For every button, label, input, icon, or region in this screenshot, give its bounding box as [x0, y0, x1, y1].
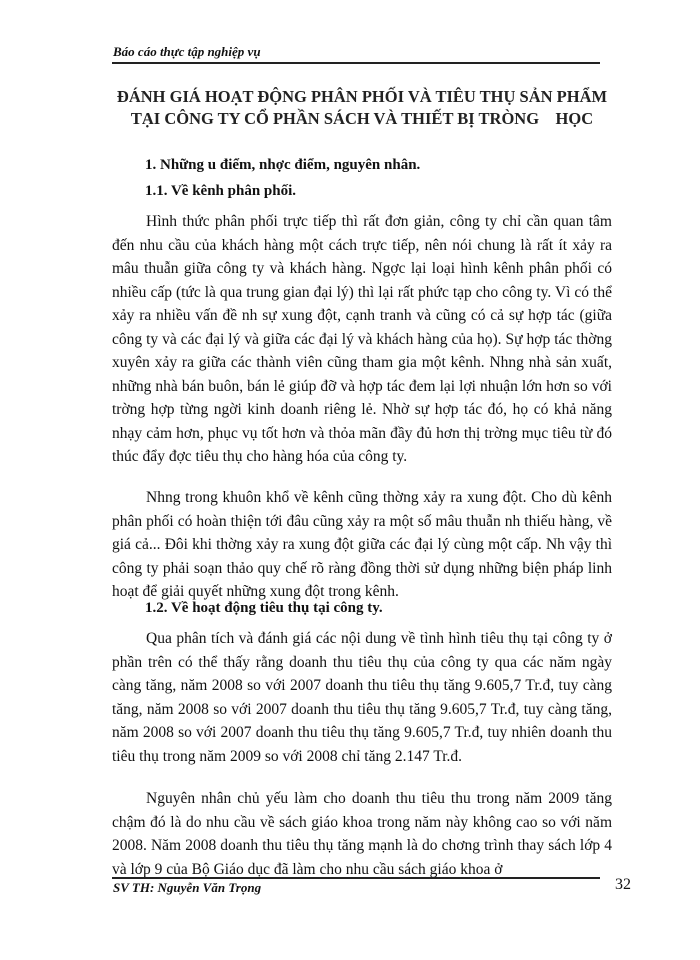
paragraph-sales-1: Qua phân tích và đánh giá các nội dung về tình hình tiêu thụ tại công ty ở phần trên có thể thấy rằng doanh thu tiêu thụ của công ty qua các năm ngày càng tăng, năm 2008 so với 2007 doanh thu tiêu thụ tăng 9.605,7 Tr.đ, tuy càng tăng, năm 2008 so với 2007 doanh thu tiêu thụ tăng 9.605,7 Tr.đ, tuy càng tăng, năm 2008 so với 2007 doanh thu tiêu thụ tăng 9.605,7 Tr.đ, tuy nhiên doanh thu tiêu thụ trong năm 2009 so với 2008 chỉ tăng 2.147 Tr.đ.	[112, 630, 612, 765]
document-title	[112, 86, 612, 130]
title-line-1: ĐÁNH GIÁ HOẠT ĐỘNG PHÂN PHỐI VÀ TIÊU THỤ SẢN PHẨM	[116, 87, 608, 106]
subsection-heading-sales: 1.2. Về hoạt động tiêu thụ tại công ty.	[145, 600, 383, 616]
page-number: 32	[615, 876, 631, 893]
header-title: Báo cáo thực tập nghiệp vụ	[113, 44, 261, 59]
paragraph-distribution-1: Hình thức phân phối trực tiếp thì rất đơn giản, công ty chỉ cần quan tâm đến nhu cầu của khách hàng một cách trực tiếp, nên nói chung là rất ít xảy ra mâu thuẫn giữa công ty và khách hàng. Ngợc lại loại hình kênh phân phối có nhiều cấp (tức là qua trung gian đại lý) thì lại rất phức tạp cho công ty. Vì có thể xảy ra nhiều vấn đề nh sự xung đột, cạnh tranh và cũng có cả sự hợp tác (giữa công ty và các đại lý và giữa các đại lý và khách hàng của họ). Sự hợp tác thờng xuyên xảy ra giữa các thành viên cũng tham gia một kênh. Nhng nhà sản xuất, những nhà bán buôn, bán lẻ giúp đỡ và hợp tác đem lại lợi nhuận lớn hơn so với trờng hợp từng ngời kinh doanh riêng lẻ. Nhờ sự hợp tác đó, họ có khả năng nhạy cảm hơn, phục vụ tốt hơn và thỏa mãn đầy đủ hơn thị trờng mục tiêu từ đó thúc đẩy đợc tiêu thụ cho hàng hóa của công ty.	[112, 213, 612, 465]
subsection-heading-distribution: 1.1. Về kênh phân phối.	[145, 183, 297, 199]
footer-rule	[112, 877, 600, 879]
footer-author: SV TH: Nguyễn Văn Trọng	[113, 880, 262, 895]
section-heading: 1. Những u điểm, nhợc điểm, nguyên nhân.	[145, 157, 421, 173]
paragraph-distribution-2: Nhng trong khuôn khổ về kênh cũng thờng xảy ra xung đột. Cho dù kênh phân phối có hoàn thiện tới đâu cũng xảy ra một số mâu thuẫn nh thiếu hàng, về giá cả... Đôi khi thờng xảy ra xung đột giữa các đại lý cùng một cấp. Nh vậy thì công ty phải soạn thảo quy chế rõ ràng đồng thời sử dụng những biện pháp linh hoạt để giải quyết những xung đột trong kênh.	[112, 489, 612, 600]
title-line-2: TẠI CÔNG TY CỔ PHẦN SÁCH VÀ THIẾT BỊ TRÒNG HỌC	[130, 109, 594, 128]
paragraph-sales-2: Nguyên nhân chủ yếu làm cho doanh thu tiêu thu trong năm 2009 tăng chậm đó là do nhu cầu về sách giáo khoa trong năm này không cao so với năm 2008. Năm 2008 doanh thu tiêu thụ tăng mạnh là do chơng trình thay sách lớp 4 và lớp 9 của Bộ Giáo dục đã làm cho nhu cầu sách giáo khoa ở	[112, 790, 612, 878]
header-rule	[112, 62, 600, 64]
